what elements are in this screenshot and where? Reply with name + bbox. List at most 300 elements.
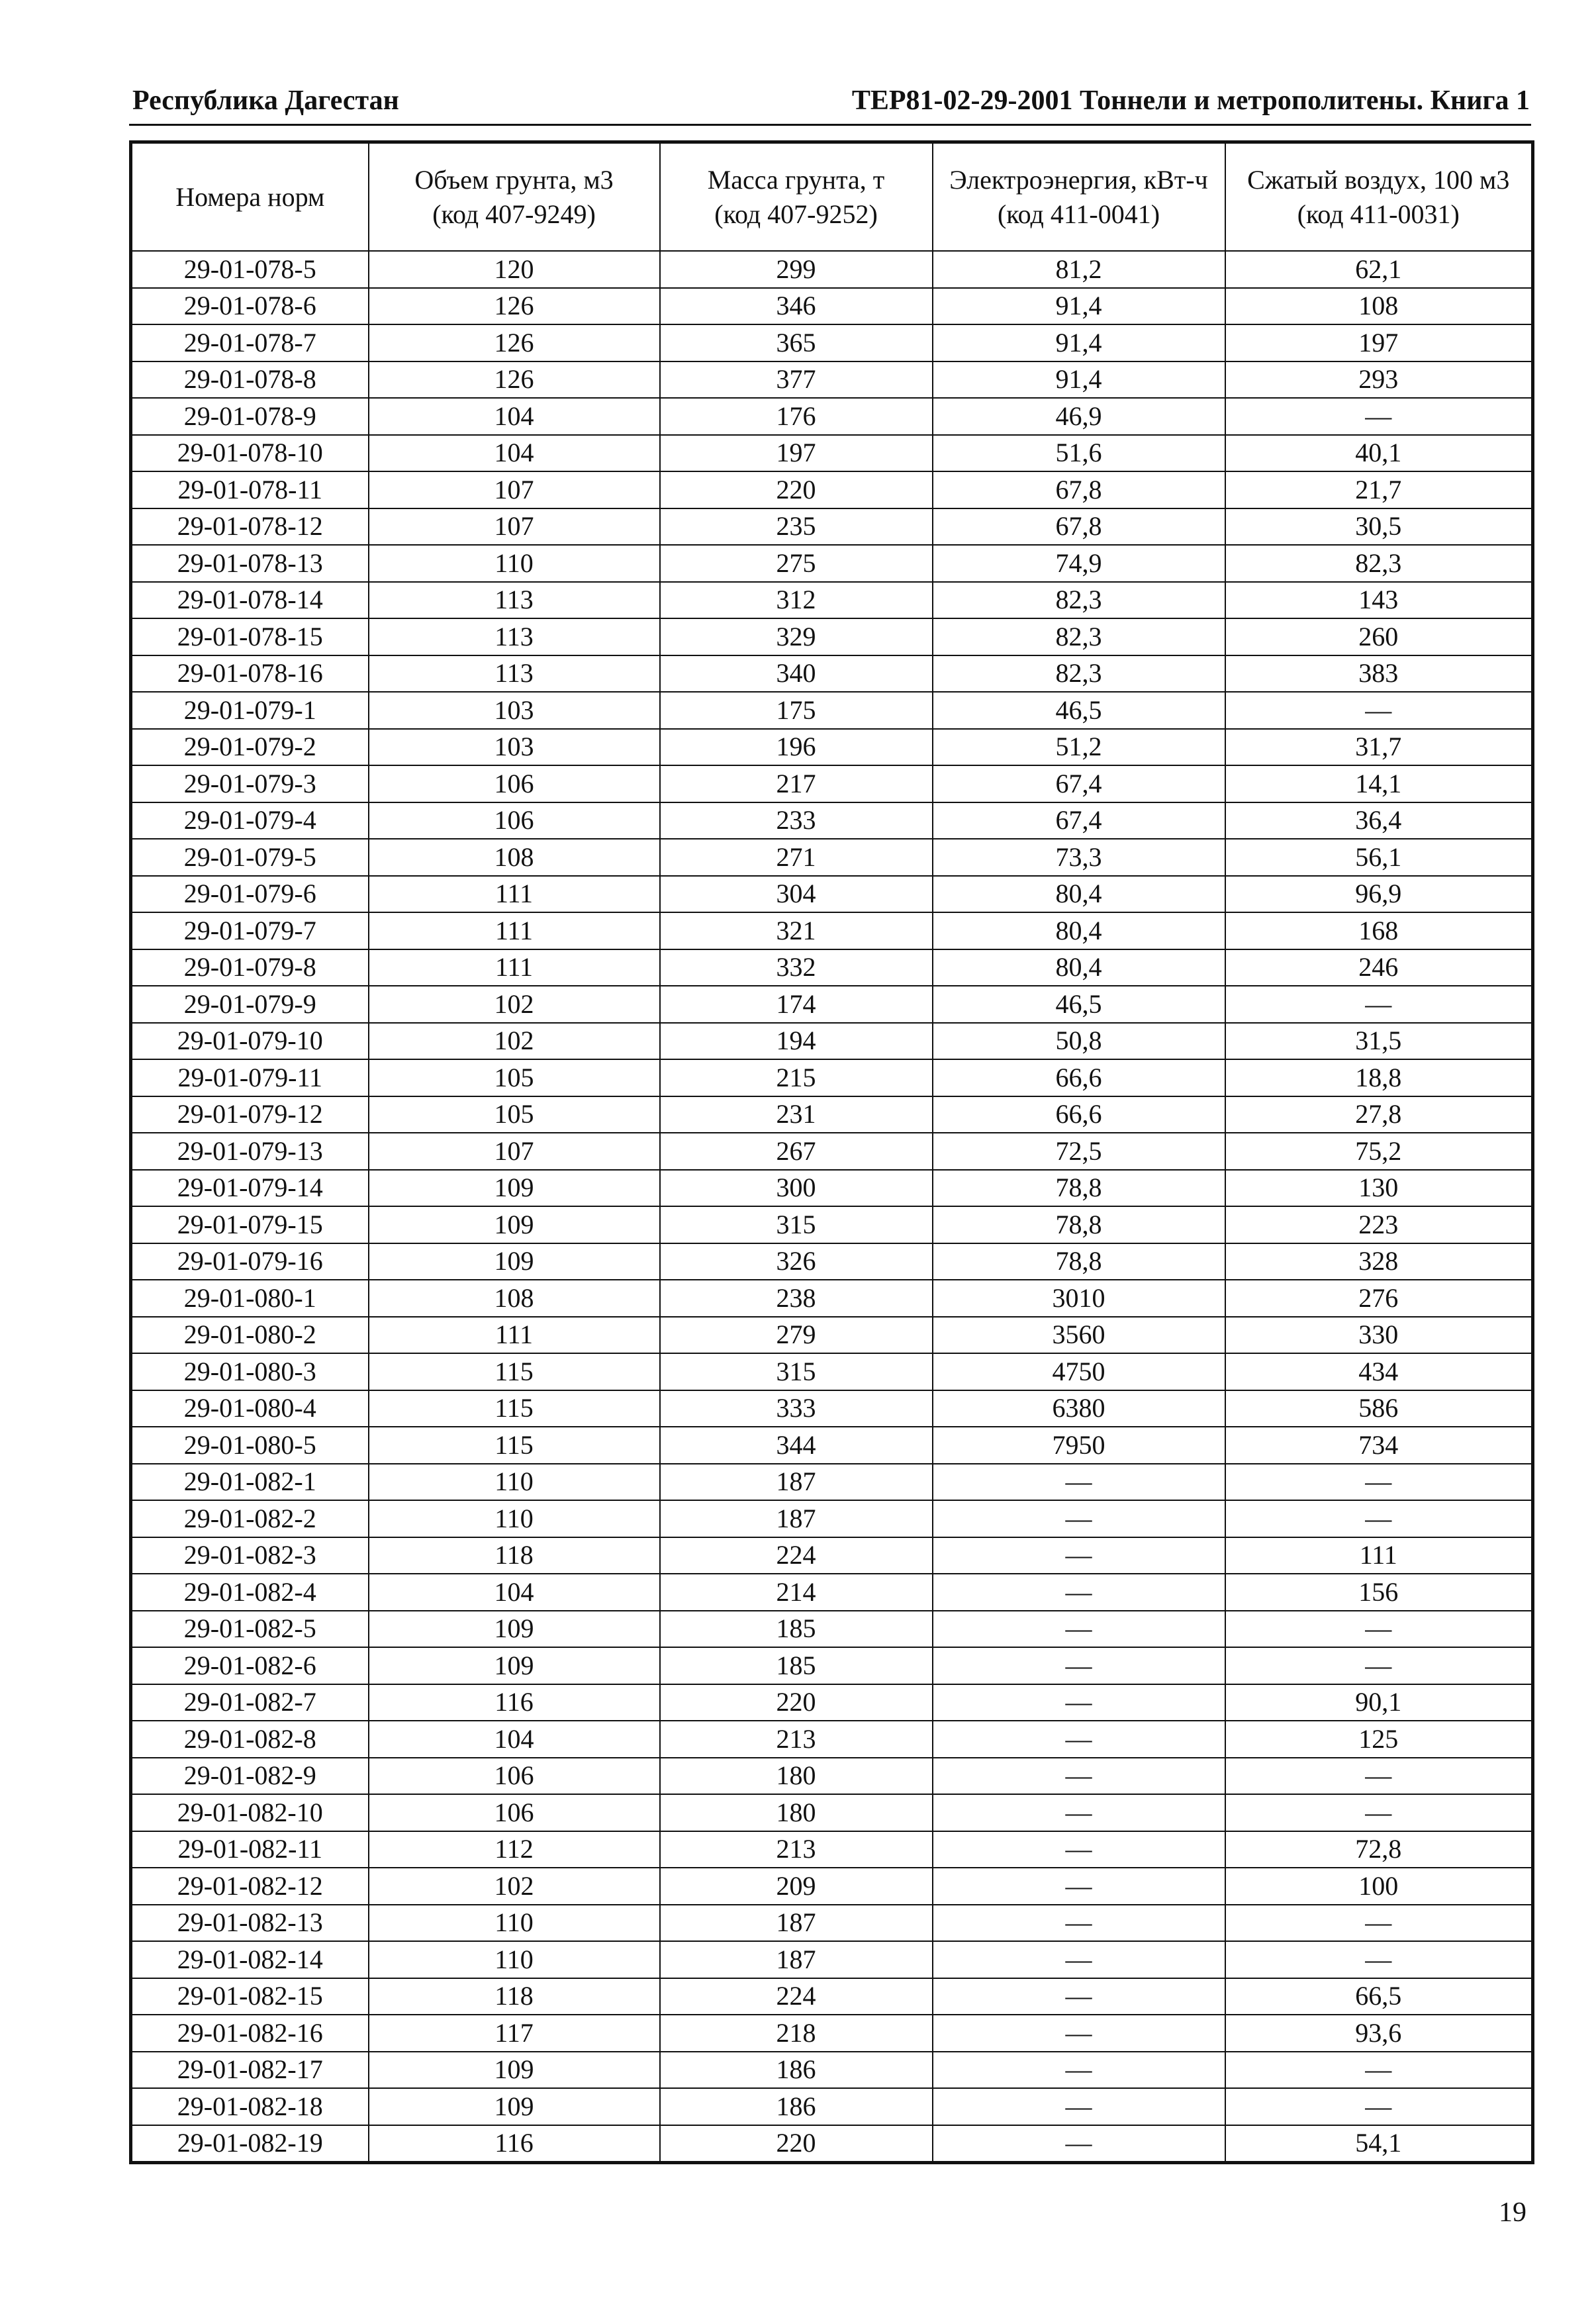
table-row — [131, 1868, 1533, 1905]
soil-volume-cell: 109 — [369, 1206, 660, 1243]
soil-volume-cell: 104 — [369, 1574, 660, 1611]
soil-volume-cell: 102 — [369, 1023, 660, 1060]
soil-volume-cell: 113 — [369, 582, 660, 619]
electricity-cell: 7950 — [933, 1427, 1225, 1464]
norm-number-cell: 29-01-082-12 — [131, 1868, 369, 1905]
norm-number-cell: 29-01-079-14 — [131, 1170, 369, 1207]
norm-number-cell: 29-01-082-18 — [131, 2088, 369, 2125]
soil-mass-cell: 214 — [660, 1574, 933, 1611]
electricity-cell: 66,6 — [933, 1096, 1225, 1133]
table-row — [131, 251, 1533, 288]
electricity-cell: 82,3 — [933, 655, 1225, 693]
electricity-cell: 80,4 — [933, 912, 1225, 949]
soil-volume-cell: 105 — [369, 1096, 660, 1133]
electricity-cell: 72,5 — [933, 1133, 1225, 1170]
compressed-air-cell: 293 — [1225, 361, 1533, 399]
soil-mass-cell: 315 — [660, 1206, 933, 1243]
soil-volume-cell: 110 — [369, 1464, 660, 1501]
compressed-air-cell: 246 — [1225, 949, 1533, 986]
compressed-air-cell: 36,4 — [1225, 802, 1533, 839]
compressed-air-cell: — — [1225, 1500, 1533, 1537]
norm-number-cell: 29-01-079-9 — [131, 986, 369, 1023]
electricity-cell: 73,3 — [933, 839, 1225, 876]
electricity-cell: 91,4 — [933, 324, 1225, 361]
norm-number-cell: 29-01-080-3 — [131, 1353, 369, 1390]
norm-number-cell: 29-01-079-1 — [131, 692, 369, 729]
soil-mass-cell: 176 — [660, 398, 933, 435]
table-row — [131, 729, 1533, 766]
norm-number-cell: 29-01-082-11 — [131, 1831, 369, 1868]
norm-number-cell: 29-01-082-5 — [131, 1611, 369, 1648]
electricity-cell: 51,2 — [933, 729, 1225, 766]
soil-volume-cell: 103 — [369, 729, 660, 766]
electricity-cell: — — [933, 2125, 1225, 2163]
electricity-cell: 67,4 — [933, 765, 1225, 802]
compressed-air-cell: — — [1225, 1464, 1533, 1501]
soil-volume-cell: 103 — [369, 692, 660, 729]
table-row — [131, 1243, 1533, 1280]
electricity-cell: 67,8 — [933, 471, 1225, 508]
soil-mass-cell: 185 — [660, 1647, 933, 1684]
norm-number-cell: 29-01-078-10 — [131, 435, 369, 472]
soil-mass-cell: 187 — [660, 1905, 933, 1942]
table-row — [131, 986, 1533, 1023]
electricity-cell: 74,9 — [933, 545, 1225, 582]
soil-mass-cell: 377 — [660, 361, 933, 399]
norm-number-cell: 29-01-079-2 — [131, 729, 369, 766]
electricity-cell: 46,9 — [933, 398, 1225, 435]
electricity-cell: 82,3 — [933, 618, 1225, 655]
compressed-air-cell: 108 — [1225, 288, 1533, 325]
table-row — [131, 1684, 1533, 1721]
soil-mass-cell: 231 — [660, 1096, 933, 1133]
compressed-air-cell: — — [1225, 1794, 1533, 1831]
compressed-air-cell: 100 — [1225, 1868, 1533, 1905]
soil-volume-cell: 109 — [369, 2052, 660, 2089]
soil-volume-cell: 126 — [369, 361, 660, 399]
soil-mass-cell: 332 — [660, 949, 933, 986]
soil-volume-cell: 110 — [369, 1905, 660, 1942]
norm-number-cell: 29-01-078-12 — [131, 508, 369, 546]
compressed-air-cell: 18,8 — [1225, 1059, 1533, 1096]
norm-number-cell: 29-01-079-10 — [131, 1023, 369, 1060]
soil-volume-cell: 109 — [369, 1243, 660, 1280]
norm-number-cell: 29-01-079-15 — [131, 1206, 369, 1243]
electricity-cell: — — [933, 1537, 1225, 1574]
norm-number-cell: 29-01-078-9 — [131, 398, 369, 435]
compressed-air-cell: — — [1225, 1647, 1533, 1684]
table-row — [131, 655, 1533, 693]
norm-number-cell: 29-01-082-14 — [131, 1941, 369, 1978]
norm-number-cell: 29-01-080-4 — [131, 1390, 369, 1427]
electricity-cell: 66,6 — [933, 1059, 1225, 1096]
soil-volume-cell: 104 — [369, 1721, 660, 1758]
soil-volume-cell: 104 — [369, 435, 660, 472]
compressed-air-cell: — — [1225, 1611, 1533, 1648]
soil-mass-cell: 186 — [660, 2052, 933, 2089]
soil-volume-cell: 116 — [369, 1684, 660, 1721]
soil-volume-cell: 113 — [369, 618, 660, 655]
norm-number-cell: 29-01-080-1 — [131, 1280, 369, 1317]
compressed-air-cell: 197 — [1225, 324, 1533, 361]
table-row — [131, 288, 1533, 325]
soil-volume-cell: 126 — [369, 324, 660, 361]
table-row — [131, 1059, 1533, 1096]
soil-volume-cell: 105 — [369, 1059, 660, 1096]
compressed-air-cell: 30,5 — [1225, 508, 1533, 546]
table-row — [131, 1464, 1533, 1501]
soil-volume-cell: 110 — [369, 545, 660, 582]
soil-mass-cell: 180 — [660, 1758, 933, 1795]
norm-number-cell: 29-01-082-7 — [131, 1684, 369, 1721]
table-row — [131, 2015, 1533, 2052]
norm-number-cell: 29-01-078-15 — [131, 618, 369, 655]
soil-volume-cell: 111 — [369, 949, 660, 986]
compressed-air-cell: 82,3 — [1225, 545, 1533, 582]
compressed-air-cell: — — [1225, 1758, 1533, 1795]
electricity-cell: 82,3 — [933, 582, 1225, 619]
soil-volume-cell: 112 — [369, 1831, 660, 1868]
electricity-cell: — — [933, 1794, 1225, 1831]
norm-number-cell: 29-01-079-4 — [131, 802, 369, 839]
soil-volume-cell: 102 — [369, 1868, 660, 1905]
soil-volume-cell: 106 — [369, 1794, 660, 1831]
electricity-cell: — — [933, 2088, 1225, 2125]
compressed-air-cell: 330 — [1225, 1317, 1533, 1354]
table-row — [131, 692, 1533, 729]
soil-volume-cell: 106 — [369, 1758, 660, 1795]
norm-number-cell: 29-01-082-10 — [131, 1794, 369, 1831]
electricity-cell: 6380 — [933, 1390, 1225, 1427]
running-header-document-code: ТЕР81-02-29-2001 Тоннели и метрополитены. Книга 1 — [851, 85, 1530, 116]
norm-number-cell: 29-01-078-14 — [131, 582, 369, 619]
norm-number-cell: 29-01-082-1 — [131, 1464, 369, 1501]
soil-volume-cell: 106 — [369, 765, 660, 802]
soil-mass-cell: 186 — [660, 2088, 933, 2125]
soil-mass-cell: 344 — [660, 1427, 933, 1464]
table-row — [131, 1390, 1533, 1427]
soil-mass-cell: 304 — [660, 876, 933, 913]
table-row — [131, 1537, 1533, 1574]
soil-mass-cell: 220 — [660, 1684, 933, 1721]
compressed-air-cell: 586 — [1225, 1390, 1533, 1427]
compressed-air-cell: 434 — [1225, 1353, 1533, 1390]
column-header-electricity: Электроэнергия, кВт-ч (код 411-0041) — [933, 142, 1225, 252]
norm-number-cell: 29-01-082-17 — [131, 2052, 369, 2089]
compressed-air-cell: 130 — [1225, 1170, 1533, 1207]
electricity-cell: — — [933, 1831, 1225, 1868]
compressed-air-cell: 143 — [1225, 582, 1533, 619]
table-row — [131, 508, 1533, 546]
electricity-cell: 78,8 — [933, 1170, 1225, 1207]
soil-mass-cell: 300 — [660, 1170, 933, 1207]
table-row — [131, 2052, 1533, 2089]
electricity-cell: 50,8 — [933, 1023, 1225, 1060]
table-row — [131, 1280, 1533, 1317]
norm-number-cell: 29-01-078-8 — [131, 361, 369, 399]
norm-number-cell: 29-01-079-3 — [131, 765, 369, 802]
electricity-cell: — — [933, 1905, 1225, 1942]
table-row — [131, 1941, 1533, 1978]
table-row — [131, 545, 1533, 582]
norm-number-cell: 29-01-078-13 — [131, 545, 369, 582]
norm-number-cell: 29-01-080-5 — [131, 1427, 369, 1464]
electricity-cell: — — [933, 1464, 1225, 1501]
table-row — [131, 435, 1533, 472]
compressed-air-cell: 276 — [1225, 1280, 1533, 1317]
soil-mass-cell: 213 — [660, 1831, 933, 1868]
table-header-row — [131, 142, 1533, 252]
soil-volume-cell: 107 — [369, 1133, 660, 1170]
norm-number-cell: 29-01-079-13 — [131, 1133, 369, 1170]
norm-number-cell: 29-01-082-2 — [131, 1500, 369, 1537]
soil-mass-cell: 365 — [660, 324, 933, 361]
soil-volume-cell: 109 — [369, 1611, 660, 1648]
soil-mass-cell: 329 — [660, 618, 933, 655]
norm-number-cell: 29-01-082-15 — [131, 1978, 369, 2015]
soil-volume-cell: 107 — [369, 508, 660, 546]
table-row — [131, 361, 1533, 399]
soil-mass-cell: 174 — [660, 986, 933, 1023]
table-row — [131, 471, 1533, 508]
compressed-air-cell: 40,1 — [1225, 435, 1533, 472]
norm-number-cell: 29-01-079-16 — [131, 1243, 369, 1280]
soil-volume-cell: 109 — [369, 2088, 660, 2125]
electricity-cell: — — [933, 1978, 1225, 2015]
soil-volume-cell: 102 — [369, 986, 660, 1023]
electricity-cell: 78,8 — [933, 1206, 1225, 1243]
soil-mass-cell: 220 — [660, 2125, 933, 2163]
norm-number-cell: 29-01-082-3 — [131, 1537, 369, 1574]
compressed-air-cell: 328 — [1225, 1243, 1533, 1280]
table-row — [131, 1611, 1533, 1648]
compressed-air-cell: — — [1225, 398, 1533, 435]
compressed-air-cell: 31,5 — [1225, 1023, 1533, 1060]
electricity-cell: 46,5 — [933, 986, 1225, 1023]
norm-number-cell: 29-01-079-12 — [131, 1096, 369, 1133]
compressed-air-cell: 734 — [1225, 1427, 1533, 1464]
table-row — [131, 1831, 1533, 1868]
compressed-air-cell: — — [1225, 986, 1533, 1023]
soil-volume-cell: 115 — [369, 1390, 660, 1427]
electricity-cell: — — [933, 1941, 1225, 1978]
norm-number-cell: 29-01-082-8 — [131, 1721, 369, 1758]
table-row — [131, 949, 1533, 986]
soil-volume-cell: 118 — [369, 1537, 660, 1574]
soil-mass-cell: 175 — [660, 692, 933, 729]
soil-mass-cell: 340 — [660, 655, 933, 693]
electricity-cell: 80,4 — [933, 876, 1225, 913]
compressed-air-cell: 21,7 — [1225, 471, 1533, 508]
norm-number-cell: 29-01-082-6 — [131, 1647, 369, 1684]
table-row — [131, 1500, 1533, 1537]
norm-number-cell: 29-01-082-13 — [131, 1905, 369, 1942]
soil-mass-cell: 215 — [660, 1059, 933, 1096]
soil-mass-cell: 267 — [660, 1133, 933, 1170]
norm-number-cell: 29-01-079-6 — [131, 876, 369, 913]
electricity-cell: 3010 — [933, 1280, 1225, 1317]
table-row — [131, 1133, 1533, 1170]
table-row — [131, 398, 1533, 435]
soil-mass-cell: 321 — [660, 912, 933, 949]
page-number: 19 — [1499, 2197, 1526, 2228]
column-header-norm-numbers: Номера норм — [131, 142, 369, 252]
soil-mass-cell: 217 — [660, 765, 933, 802]
compressed-air-cell: 156 — [1225, 1574, 1533, 1611]
column-header-soil-volume: Объем грунта, м3 (код 407-9249) — [369, 142, 660, 252]
electricity-cell: 78,8 — [933, 1243, 1225, 1280]
soil-volume-cell: 109 — [369, 1647, 660, 1684]
compressed-air-cell: — — [1225, 692, 1533, 729]
running-header-region: Республика Дагестан — [132, 85, 399, 116]
soil-mass-cell: 333 — [660, 1390, 933, 1427]
electricity-cell: 91,4 — [933, 288, 1225, 325]
norm-number-cell: 29-01-079-11 — [131, 1059, 369, 1096]
norm-number-cell: 29-01-079-7 — [131, 912, 369, 949]
soil-volume-cell: 118 — [369, 1978, 660, 2015]
compressed-air-cell: 96,9 — [1225, 876, 1533, 913]
soil-mass-cell: 180 — [660, 1794, 933, 1831]
electricity-cell: 67,8 — [933, 508, 1225, 546]
soil-mass-cell: 271 — [660, 839, 933, 876]
soil-mass-cell: 218 — [660, 2015, 933, 2052]
soil-mass-cell: 224 — [660, 1537, 933, 1574]
soil-mass-cell: 187 — [660, 1941, 933, 1978]
compressed-air-cell: — — [1225, 2052, 1533, 2089]
norm-number-cell: 29-01-079-8 — [131, 949, 369, 986]
soil-mass-cell: 346 — [660, 288, 933, 325]
electricity-cell: — — [933, 1500, 1225, 1537]
table-row — [131, 1206, 1533, 1243]
compressed-air-cell: 54,1 — [1225, 2125, 1533, 2163]
soil-mass-cell: 185 — [660, 1611, 933, 1648]
table-row — [131, 618, 1533, 655]
table-row — [131, 324, 1533, 361]
table-row — [131, 1721, 1533, 1758]
compressed-air-cell: 260 — [1225, 618, 1533, 655]
soil-volume-cell: 117 — [369, 2015, 660, 2052]
soil-mass-cell: 209 — [660, 1868, 933, 1905]
electricity-cell: — — [933, 1868, 1225, 1905]
norm-number-cell: 29-01-080-2 — [131, 1317, 369, 1354]
compressed-air-cell: — — [1225, 2088, 1533, 2125]
soil-volume-cell: 108 — [369, 1280, 660, 1317]
compressed-air-cell: 66,5 — [1225, 1978, 1533, 2015]
compressed-air-cell: 125 — [1225, 1721, 1533, 1758]
soil-volume-cell: 104 — [369, 398, 660, 435]
compressed-air-cell: 111 — [1225, 1537, 1533, 1574]
column-header-compressed-air: Сжатый воздух, 100 м3 (код 411-0031) — [1225, 142, 1533, 252]
soil-mass-cell: 299 — [660, 251, 933, 288]
compressed-air-cell: — — [1225, 1905, 1533, 1942]
compressed-air-cell: 62,1 — [1225, 251, 1533, 288]
table-row — [131, 1317, 1533, 1354]
table-row — [131, 1170, 1533, 1207]
norms-table — [129, 140, 1534, 2164]
soil-mass-cell: 224 — [660, 1978, 933, 2015]
electricity-cell: — — [933, 1758, 1225, 1795]
table-row — [131, 2125, 1533, 2163]
table-body — [131, 251, 1533, 2163]
compressed-air-cell: 56,1 — [1225, 839, 1533, 876]
soil-mass-cell: 194 — [660, 1023, 933, 1060]
norm-number-cell: 29-01-078-11 — [131, 471, 369, 508]
soil-volume-cell: 120 — [369, 251, 660, 288]
electricity-cell: — — [933, 2052, 1225, 2089]
table-row — [131, 912, 1533, 949]
norm-number-cell: 29-01-082-16 — [131, 2015, 369, 2052]
electricity-cell: — — [933, 1721, 1225, 1758]
table-row — [131, 2088, 1533, 2125]
soil-mass-cell: 275 — [660, 545, 933, 582]
soil-volume-cell: 115 — [369, 1353, 660, 1390]
soil-volume-cell: 115 — [369, 1427, 660, 1464]
soil-volume-cell: 107 — [369, 471, 660, 508]
norm-number-cell: 29-01-082-19 — [131, 2125, 369, 2163]
electricity-cell: 46,5 — [933, 692, 1225, 729]
soil-volume-cell: 116 — [369, 2125, 660, 2163]
soil-volume-cell: 106 — [369, 802, 660, 839]
soil-mass-cell: 187 — [660, 1464, 933, 1501]
electricity-cell: 67,4 — [933, 802, 1225, 839]
soil-volume-cell: 108 — [369, 839, 660, 876]
electricity-cell: 81,2 — [933, 251, 1225, 288]
soil-mass-cell: 196 — [660, 729, 933, 766]
compressed-air-cell: 168 — [1225, 912, 1533, 949]
table-row — [131, 1096, 1533, 1133]
compressed-air-cell: 90,1 — [1225, 1684, 1533, 1721]
electricity-cell: — — [933, 1684, 1225, 1721]
soil-mass-cell: 220 — [660, 471, 933, 508]
electricity-cell: 80,4 — [933, 949, 1225, 986]
electricity-cell: — — [933, 1611, 1225, 1648]
table-row — [131, 839, 1533, 876]
table-row — [131, 1647, 1533, 1684]
table-row — [131, 1758, 1533, 1795]
electricity-cell: 51,6 — [933, 435, 1225, 472]
soil-mass-cell: 315 — [660, 1353, 933, 1390]
compressed-air-cell: 383 — [1225, 655, 1533, 693]
table-row — [131, 1574, 1533, 1611]
compressed-air-cell: 27,8 — [1225, 1096, 1533, 1133]
table-row — [131, 765, 1533, 802]
table-row — [131, 802, 1533, 839]
soil-mass-cell: 197 — [660, 435, 933, 472]
table-row — [131, 1978, 1533, 2015]
norm-number-cell: 29-01-082-9 — [131, 1758, 369, 1795]
compressed-air-cell: 93,6 — [1225, 2015, 1533, 2052]
soil-mass-cell: 233 — [660, 802, 933, 839]
compressed-air-cell: 31,7 — [1225, 729, 1533, 766]
soil-volume-cell: 126 — [369, 288, 660, 325]
soil-volume-cell: 111 — [369, 876, 660, 913]
norm-number-cell: 29-01-078-7 — [131, 324, 369, 361]
electricity-cell: 4750 — [933, 1353, 1225, 1390]
norm-number-cell: 29-01-079-5 — [131, 839, 369, 876]
table-row — [131, 1905, 1533, 1942]
electricity-cell: 3560 — [933, 1317, 1225, 1354]
compressed-air-cell: 14,1 — [1225, 765, 1533, 802]
soil-mass-cell: 213 — [660, 1721, 933, 1758]
table-row — [131, 582, 1533, 619]
soil-volume-cell: 113 — [369, 655, 660, 693]
electricity-cell: — — [933, 1574, 1225, 1611]
soil-volume-cell: 111 — [369, 912, 660, 949]
soil-mass-cell: 187 — [660, 1500, 933, 1537]
header-divider — [129, 124, 1531, 126]
compressed-air-cell: — — [1225, 1941, 1533, 1978]
compressed-air-cell: 75,2 — [1225, 1133, 1533, 1170]
